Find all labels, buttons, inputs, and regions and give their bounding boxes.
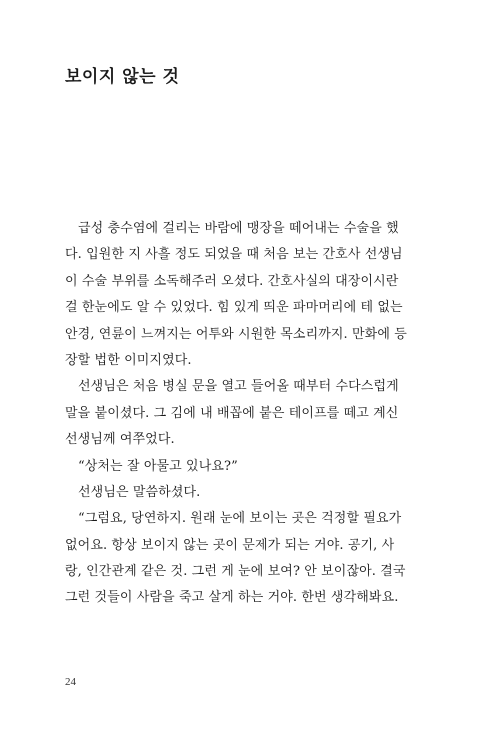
text-line: 안경, 연륜이 느껴지는 어투와 시원한 목소리까지. 만화에 등 (65, 326, 407, 342)
text-line: 선생님은 처음 병실 문을 열고 들어올 때부터 수다스럽게 (78, 379, 399, 395)
text-line: 선생님께 여쭈었다. (65, 432, 175, 448)
chapter-title: 보이지 않는 것 (65, 67, 180, 87)
page-number: 24 (65, 676, 76, 688)
text-line: 걸 한눈에도 알 수 있었다. 힘 있게 띄운 파마머리에 테 없는 (65, 300, 403, 316)
text-line: 장할 법한 이미지였다. (65, 352, 192, 368)
text-line: 없어요. 항상 보이지 않는 곳이 문제가 되는 거야. 공기, 사 (65, 537, 395, 553)
text-line: 다. 입원한 지 사흘 정도 되었을 때 처음 보는 간호사 선생님 (65, 247, 403, 263)
text-line: “그럼요, 당연하지. 원래 눈에 보이는 곳은 걱정할 필요가 (78, 511, 402, 527)
text-line: 말을 붙이셨다. 그 김에 내 배꼽에 붙은 테이프를 떼고 계신 (65, 405, 399, 421)
text-line: 그런 것들이 사람을 죽고 살게 하는 거야. 한번 생각해봐요. (65, 590, 399, 606)
text-line: 랑, 인간관계 같은 것. 그런 게 눈에 보여? 안 보이잖아. 결국 (65, 564, 406, 580)
body-text (65, 216, 440, 612)
text-line: 급성 충수염에 걸리는 바람에 맹장을 떼어내는 수술을 했 (78, 221, 399, 236)
text-line: 선생님은 말씀하셨다. (78, 484, 201, 500)
text-line: “상처는 잘 아물고 있나요?” (78, 458, 238, 474)
text-line: 이 수술 부위를 소독해주러 오셨다. 간호사실의 대장이시란 (65, 273, 399, 289)
